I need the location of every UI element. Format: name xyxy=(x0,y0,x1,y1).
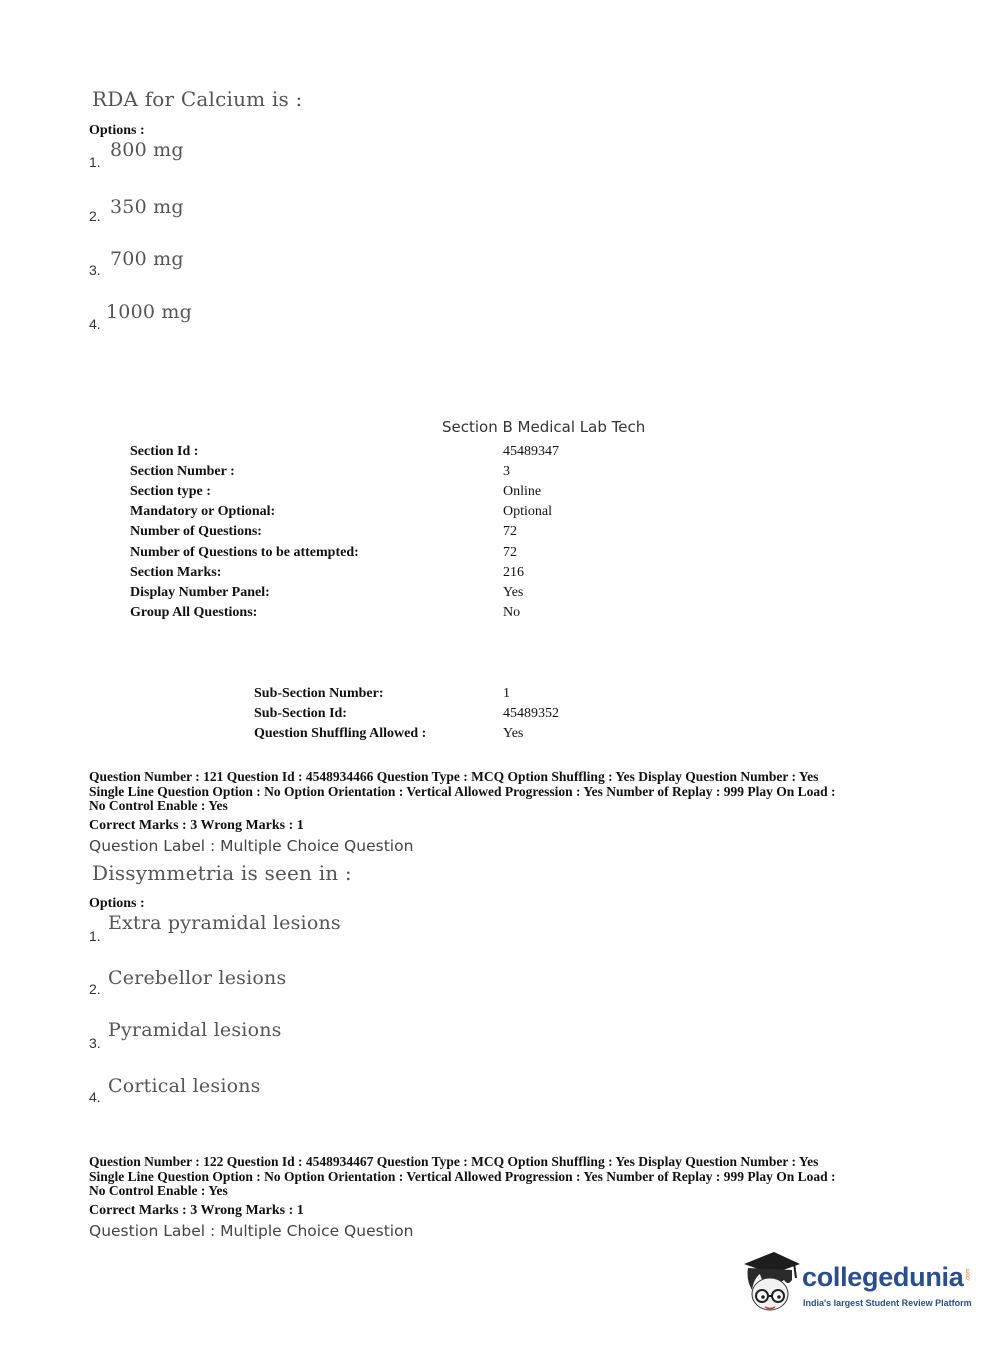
subsection-label: Sub-Section Number: xyxy=(254,686,384,701)
logo-wordmark: collegedunia xyxy=(802,1262,964,1292)
question-meta xyxy=(89,770,919,814)
question-meta xyxy=(89,1155,919,1199)
option-text: 700 mg xyxy=(110,248,184,270)
subsection-value: 45489352 xyxy=(503,706,559,721)
question-label: Question Label : Multiple Choice Question xyxy=(89,837,414,855)
question-meta-line: Question Number : 121 Question Id : 4548934466 Question Type : MCQ Option Shuffling : Yes Display Question Number : Yes xyxy=(89,769,819,784)
subsection-label: Question Shuffling Allowed : xyxy=(254,726,427,741)
option-text: Cerebellor lesions xyxy=(108,967,287,989)
section-title: Section B Medical Lab Tech xyxy=(442,418,646,436)
section-value: Optional xyxy=(503,504,552,519)
option-number: 4. xyxy=(89,316,101,332)
section-value: Online xyxy=(503,484,542,499)
question-marks: Correct Marks : 3 Wrong Marks : 1 xyxy=(89,818,304,833)
question-label: Question Label : Multiple Choice Question xyxy=(89,1222,414,1240)
question-text-rda: RDA for Calcium is : xyxy=(92,87,303,111)
section-label: Section Marks: xyxy=(130,565,222,580)
section-value: No xyxy=(503,605,521,620)
section-label: Section type : xyxy=(130,484,211,499)
section-label: Group All Questions: xyxy=(130,605,258,620)
section-value: 72 xyxy=(503,524,517,539)
question-meta-line: Single Line Question Option : No Option Orientation : Vertical Allowed Progression : Yes Number of Replay : 999 Play On Load : xyxy=(89,783,836,799)
option-text: 1000 mg xyxy=(106,301,192,323)
option-number: 1. xyxy=(89,154,101,170)
question-meta-line: No Control Enable : Yes xyxy=(89,798,228,813)
option-number: 4. xyxy=(89,1089,101,1105)
subsection-label: Sub-Section Id: xyxy=(254,706,347,721)
section-value: 3 xyxy=(503,464,510,479)
subsection-value: Yes xyxy=(503,726,524,741)
mascot-icon xyxy=(740,1250,802,1316)
option-number: 1. xyxy=(89,928,101,944)
logo-tagline: India's largest Student Review Platform xyxy=(803,1298,972,1308)
section-label: Section Id : xyxy=(130,444,199,459)
section-label: Section Number : xyxy=(130,464,235,479)
option-number: 3. xyxy=(89,262,101,278)
option-text: 350 mg xyxy=(110,196,184,218)
option-text: 800 mg xyxy=(110,139,184,161)
option-text: Cortical lesions xyxy=(108,1075,261,1097)
subsection-value: 1 xyxy=(503,686,510,701)
options-heading: Options : xyxy=(89,896,145,911)
section-label: Number of Questions to be attempted: xyxy=(130,545,359,560)
question-meta-line: No Control Enable : Yes xyxy=(89,1183,228,1198)
option-text: Pyramidal lesions xyxy=(108,1019,282,1041)
option-number: 3. xyxy=(89,1035,101,1051)
collegedunia-logo xyxy=(740,1250,970,1320)
question-meta-line: Single Line Question Option : No Option Orientation : Vertical Allowed Progression : Yes Number of Replay : 999 Play On Load : xyxy=(89,1168,836,1184)
option-text: Extra pyramidal lesions xyxy=(108,912,341,934)
logo-suffix: .com xyxy=(965,1268,972,1282)
section-label: Mandatory or Optional: xyxy=(130,504,276,519)
question-text-dissymmetria: Dissymmetria is seen in : xyxy=(92,861,352,885)
section-value: 216 xyxy=(503,565,524,580)
section-value: Yes xyxy=(503,585,524,600)
question-meta-line: Question Number : 122 Question Id : 4548934467 Question Type : MCQ Option Shuffling : Yes Display Question Number : Yes xyxy=(89,1154,819,1169)
options-heading: Options : xyxy=(89,123,145,138)
section-label: Display Number Panel: xyxy=(130,585,270,600)
section-value: 45489347 xyxy=(503,444,559,459)
option-number: 2. xyxy=(89,208,101,224)
option-number: 2. xyxy=(89,981,101,997)
question-marks: Correct Marks : 3 Wrong Marks : 1 xyxy=(89,1203,304,1218)
section-label: Number of Questions: xyxy=(130,524,262,539)
section-value: 72 xyxy=(503,545,517,560)
